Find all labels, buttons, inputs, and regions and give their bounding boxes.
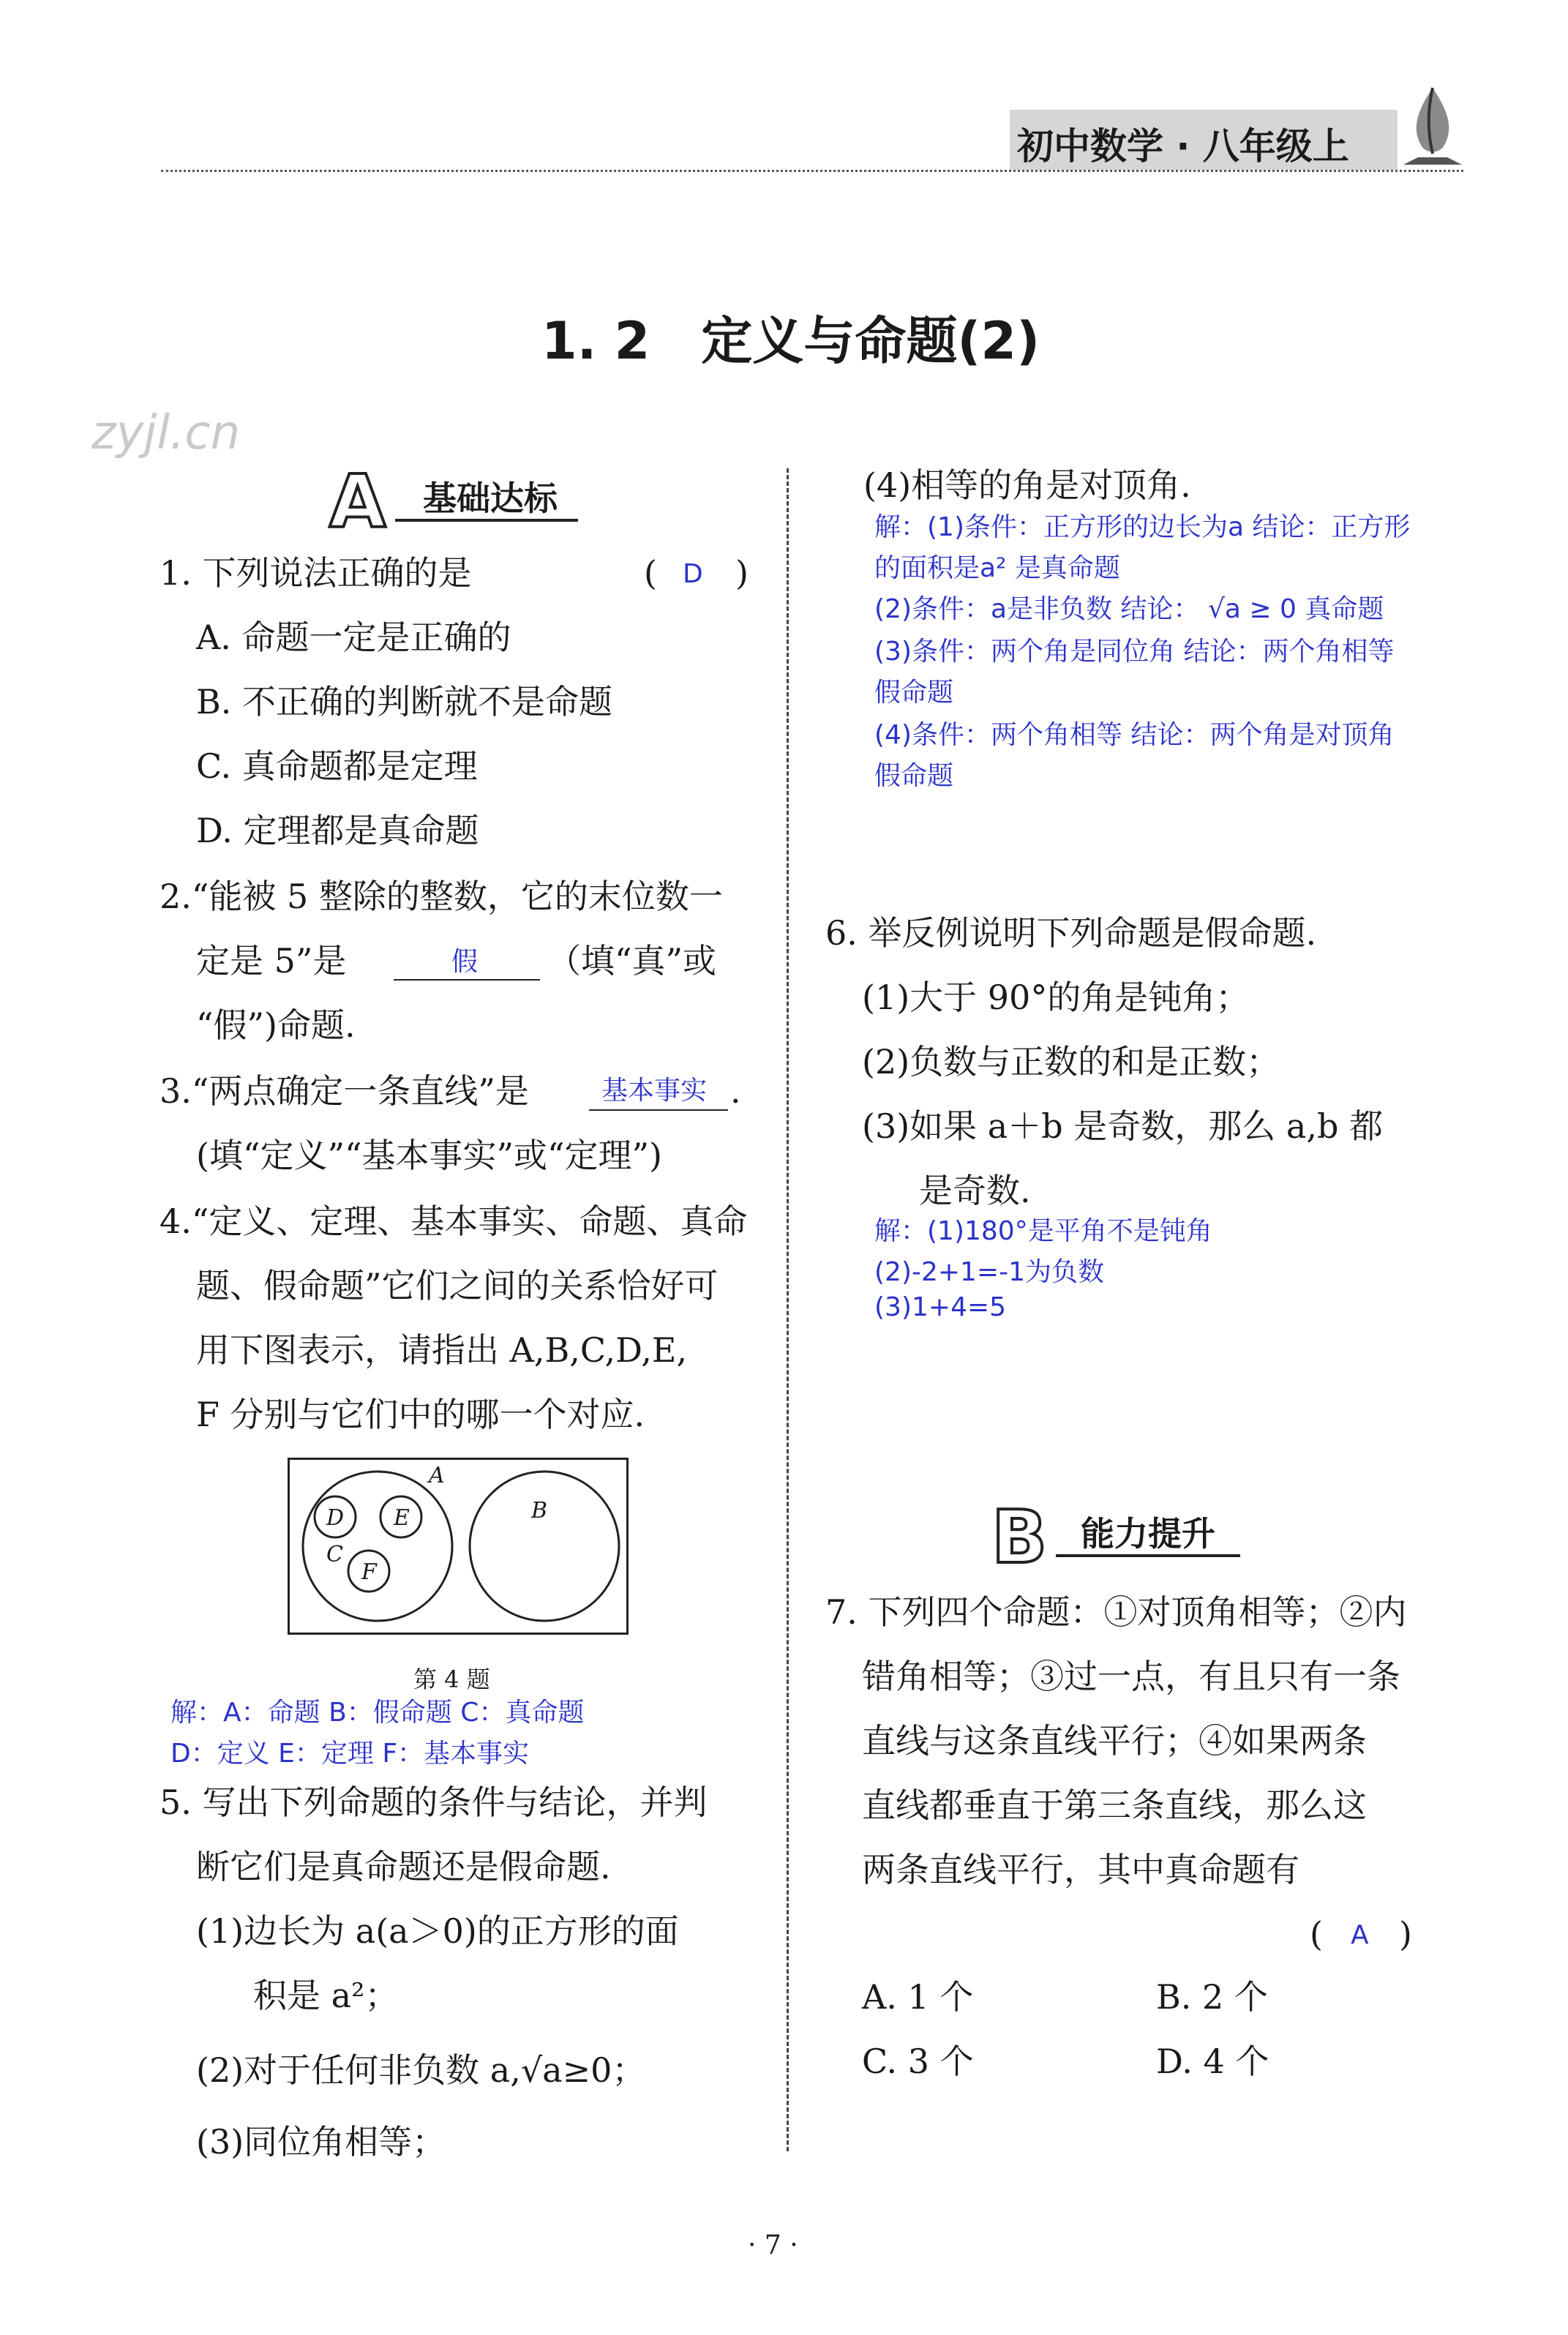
q5-solution-line6: (4)条件：两个角相等 结论：两个角是对顶角 [874,720,1395,750]
q1-answer: D [683,559,703,589]
q4-line2: 题、假命题”它们之间的关系恰好可 [196,1266,719,1305]
q4-caption: 第 4 题 [413,1665,490,1693]
q5-line1: 5. 写出下列命题的条件与结论，并判 [160,1783,708,1822]
q6-solution-line1: 解：(1)180°是平角不是钝角 [874,1216,1212,1246]
q6-part3a: (3)如果 a＋b 是奇数，那么 a,b 都 [862,1106,1384,1146]
q7-option-b: B. 2 个 [1156,1977,1268,2017]
venn-label-c: C [326,1542,343,1567]
q5-solution-line3: (2)条件：a是非负数 结论： √a ≥ 0 真命题 [874,594,1384,624]
q7-line4: 直线都垂直于第三条直线，那么这 [862,1785,1367,1825]
q5-solution-line7: 假命题 [874,761,954,791]
q7-line1: 7. 下列四个命题：①对顶角相等；②内 [825,1592,1407,1632]
q7-option-a: A. 1 个 [862,1977,974,2017]
q1-stem: 1. 下列说法正确的是 [160,553,472,593]
q2-line3: “假”)命题. [196,1005,356,1045]
q7-paren-open: ( [1310,1914,1323,1954]
q5-solution-line2: 的面积是a² 是真命题 [874,553,1120,583]
q7-line5: 两条直线平行，其中真命题有 [862,1850,1299,1889]
q7-paren-close: ) [1399,1914,1412,1954]
watermark: zyjl.cn [91,406,241,460]
q1-paren-close: ) [735,553,749,593]
q5-part1a: (1)边长为 a(a＞0)的正方形的面 [196,1911,679,1951]
q7-option-d: D. 4 个 [1156,2042,1269,2081]
q5-solution-line5: 假命题 [874,678,954,708]
circle-a [303,1472,452,1621]
q1-paren-open: ( [644,553,657,593]
q6-solution-line3: (3)1+4=5 [874,1292,1007,1322]
q4-solution-line2: D：定义 E：定理 F：基本事实 [170,1739,530,1769]
q7-option-c: C. 3 个 [862,2042,974,2081]
header-rule [161,170,1463,172]
venn-label-b: B [531,1498,548,1523]
section-a-underline [395,519,578,522]
q4-solution-line1: 解：A：命题 B：假命题 C：真命题 [170,1698,585,1728]
q1-option-a: A. 命题一定是正确的 [196,618,511,657]
q2-line2-pre: 定是 5”是 [196,941,347,981]
section-b-label: 能力提升 [1081,1514,1215,1553]
chapter-title: 1. 2 定义与命题(2) [541,311,1040,371]
q5-part3: (3)同位角相等； [196,2122,446,2162]
q2-line2-post: （填“真”或 [547,941,717,981]
tree-icon [1396,84,1469,172]
q6-solution-line2: (2)-2+1=-1为负数 [874,1257,1105,1287]
q5-solution-line4: (3)条件：两个角是同位角 结论：两个角相等 [874,637,1395,667]
page-number: · 7 · [748,2230,798,2260]
q7-line2: 错角相等；③过一点，有且只有一条 [862,1657,1400,1696]
venn-label-a: A [429,1463,445,1488]
q4-line3: 用下图表示，请指出 A,B,C,D,E, [196,1330,688,1370]
q1-option-d: D. 定理都是真命题 [196,811,479,850]
q5-part4: (4)相等的角是对顶角. [863,465,1191,505]
q3-line2: (填“定义”“基本事实”或“定理”) [196,1136,662,1175]
q4-line1: 4.“定义、定理、基本事实、命题、真命 [160,1202,748,1241]
q2-line1: 2.“能被 5 整除的整数，它的末位数一 [160,877,723,916]
header-title: 初中数学 · 八年级上 [1017,125,1349,168]
q3-answer: 基本事实 [601,1076,708,1106]
section-a-heading [329,459,578,544]
q5-line2: 断它们是真命题还是假命题. [196,1847,611,1886]
venn-label-d: D [326,1505,345,1531]
q7-line3: 直线与这条直线平行；④如果两条 [862,1721,1367,1761]
q7-answer: A [1351,1920,1369,1950]
q6-line1: 6. 举反例说明下列命题是假命题. [825,913,1317,953]
section-b-letter: B [991,1494,1048,1580]
q6-part1: (1)大于 90°的角是钝角； [862,978,1250,1017]
section-a-letter: A [329,459,386,544]
venn-label-e: E [394,1505,410,1531]
q4-line4: F 分别与它们中的哪一个对应. [196,1395,645,1434]
q1-option-c: C. 真命题都是定理 [196,746,478,786]
q5-part1b: 积是 a²； [253,1976,399,2015]
q6-part3b: 是奇数. [919,1171,1031,1210]
q1-option-b: B. 不正确的判断就不是命题 [196,682,613,722]
column-divider [787,468,789,2151]
q6-part2: (2)负数与正数的和是正数； [862,1042,1280,1082]
venn-figure [288,1458,629,1635]
q5-solution-line1: 解：(1)条件：正方形的边长为a 结论：正方形 [874,512,1411,542]
q5-part2: (2)对于任何非负数 a,√a≥0； [196,2050,646,2090]
q3-line1-pre: 3.“两点确定一条直线”是 [160,1071,529,1111]
circle-b [470,1472,619,1621]
q2-answer: 假 [451,947,479,977]
section-b-heading [991,1494,1240,1580]
section-a-label: 基础达标 [423,479,558,518]
q3-line1-post: . [730,1071,741,1111]
venn-label-f: F [361,1559,377,1585]
section-b-underline [1056,1554,1240,1557]
